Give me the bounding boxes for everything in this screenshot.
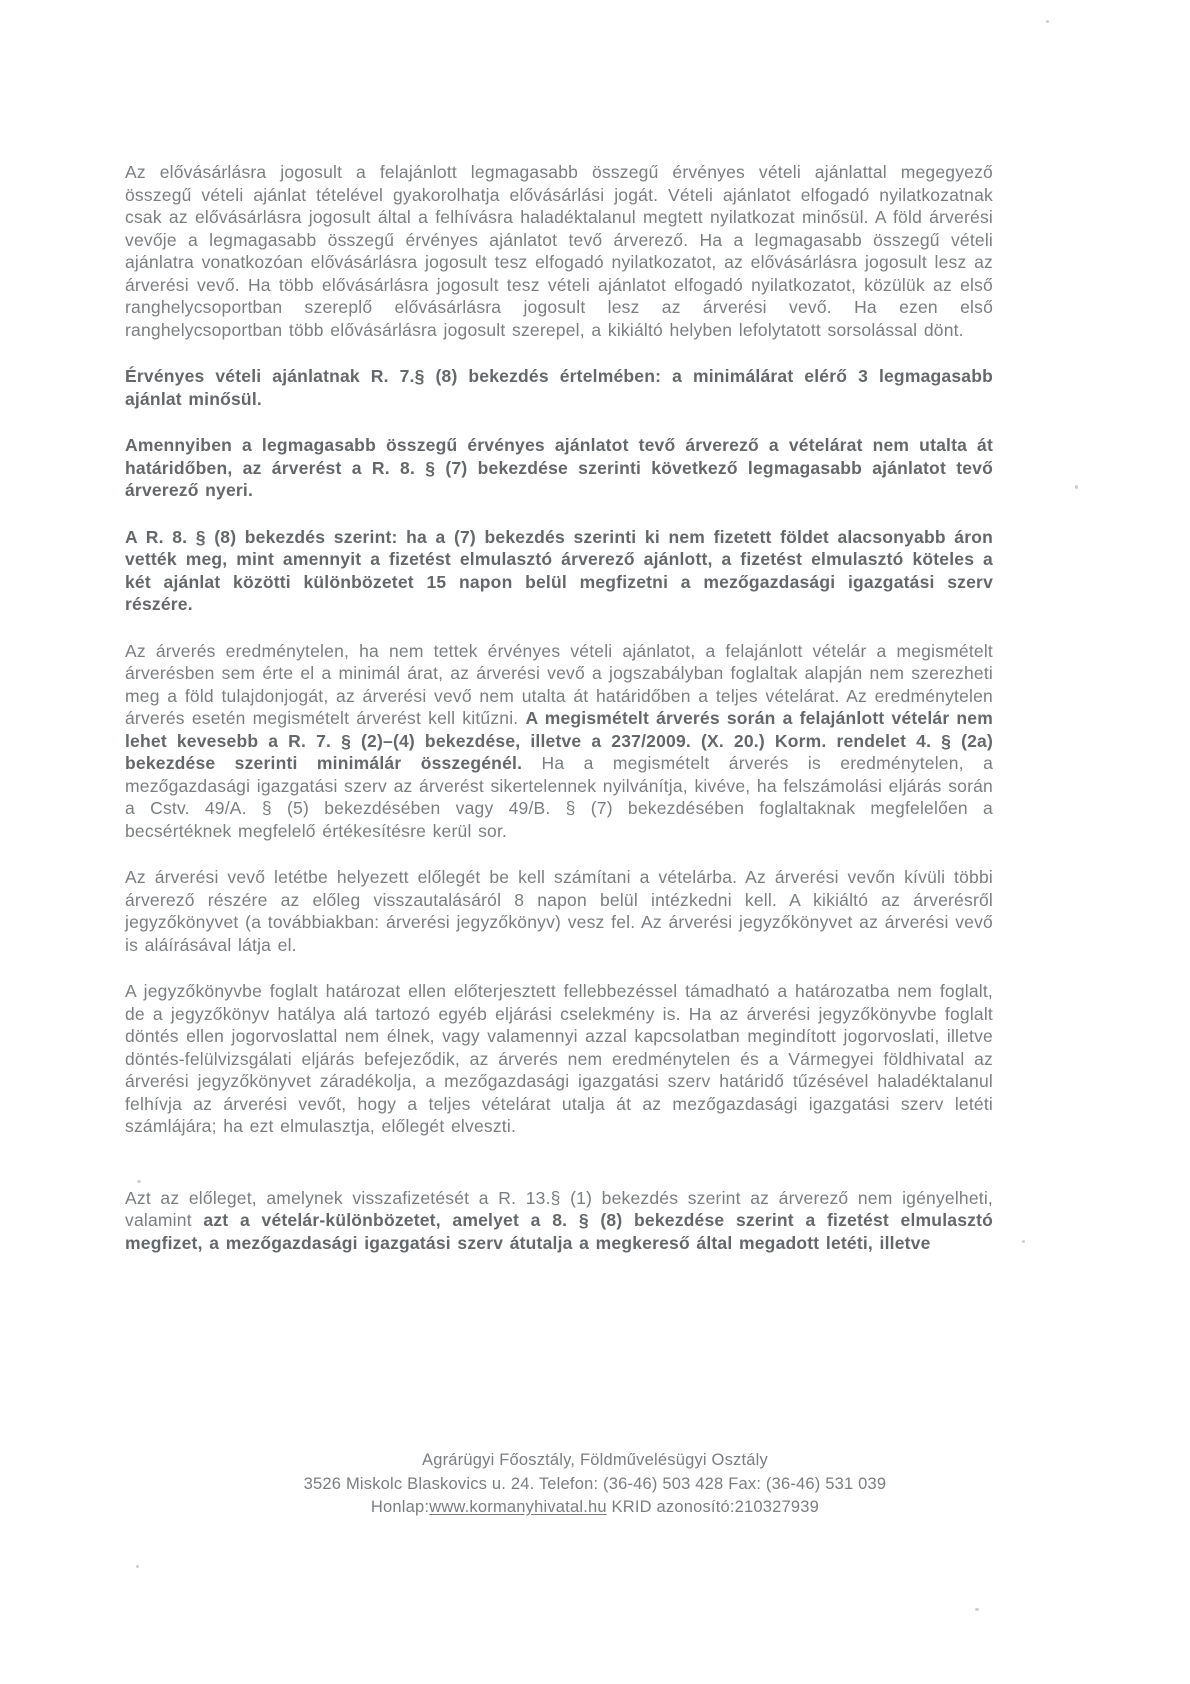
footer-address-line: 3526 Miskolc Blaskovics u. 24. Telefon: (36-46) 503 428 Fax: (36-46) 531 039 <box>303 1474 887 1493</box>
scan-speck <box>1075 485 1078 489</box>
paragraph-text-bold: A megismételt árverés során a felajánlott vételár nem lehet kevesebb a R. 7. § (2)–(4) bekezdése, illetve a 237/2009. (X. 20.) Korm. rendelet 4. § (2a) bekezdése szerinti minimálár összegénél. <box>125 708 994 773</box>
paragraph-price-difference-payment <box>125 526 993 616</box>
scan-speck <box>1046 20 1049 23</box>
paragraph-text: Az árverés eredménytelen, ha nem tettek érvényes vételi ajánlatot, a felajánlott vételár a megismételt árverésben sem érte el a minimál árat, az árverési vevő a jogszabályban foglaltak alapján nem szerezheti meg a föld tulajdonjogát, az árverési vevő nem utalta át határidőben a teljes vételárat. Az eredménytelen árverés esetén megismételt árverést kell kitűzni. <box>125 640 993 728</box>
footer-department-line: Agrárügyi Főosztály, Földművelésügyi Osztály <box>422 1451 768 1469</box>
paragraph-appeal-and-endorsement <box>125 980 993 1138</box>
paragraph-text-bold: azt a vételár-különbözetet, amelyet a 8. § (8) bekezdése szerint a fizetést elmulasztó megfizet, a mezőgazdasági igazgatási szerv átutalja a megkereső által megadott letéti, illetve <box>125 1210 993 1253</box>
footer-krid-id: KRID azonosító:210327939 <box>606 1498 820 1516</box>
paragraph-deposit-transfer <box>125 1187 993 1255</box>
footer-website-label: Honlap: <box>370 1498 430 1516</box>
scan-speck <box>136 1565 139 1568</box>
paragraph-text: Amennyiben a legmagasabb összegű érvényes ajánlatot tevő árverező a vételárat nem utalta át határidőben, az árverést a R. 8. § (7) bekezdése szerinti következő legmagasabb ajánlatot tevő árverező nyeri. <box>125 435 993 500</box>
paragraph-text: Érvényes vételi ajánlatnak R. 7.§ (8) bekezdés értelmében: a minimálárat elérő 3 legmagasabb ajánlat minősül. <box>125 366 993 409</box>
scan-speck <box>975 1608 979 1611</box>
scan-speck <box>137 1180 141 1183</box>
paragraph-deposit-and-minutes <box>125 866 993 956</box>
paragraph-unsuccessful-auction <box>125 640 993 843</box>
paragraph-text: Az elővásárlásra jogosult a felajánlott legmagasabb összegű érvényes vételi ajánlattal megegyező összegű vételi ajánlat tételével gyakorolhatja elővásárlási jogát. Vételi ajánlatot elfogadó nyilatkozatnak csak az elővásárlásra jogosult által a felhívásra haladéktalanul megtett nyilatkozat minősül. A föld árverési vevője a legmagasabb összegű érvényes ajánlatot tevő árverező. Ha a legmagasabb összegű vételi ajánlatra vonatkozóan elővásárlásra jogosult tesz elfogadó nyilatkozatot, az elővásárlásra jogosult lesz az árverési vevő. Ha több elővásárlásra jogosult tesz vételi ajánlatot elfogadó nyilatkozatot, közülük az első ranghelycsoportban szereplő elővásárlásra jogosult lesz az árverési vevő. Ha ezen első ranghelycsoportban több elővásárlásra jogosult szerepel, a kikiáltó helyben lefolytatott sorsolással dönt. <box>125 162 993 340</box>
document-body <box>125 161 993 1278</box>
paragraph-preemption-rules <box>125 161 993 341</box>
document-footer <box>0 1449 1190 1520</box>
footer-website-line <box>0 1496 1190 1520</box>
paragraph-text: A jegyzőkönyvbe foglalt határozat ellen előterjesztett fellebbezéssel támadható a határozatba nem foglalt, de a jegyzőkönyv hatálya alá tartozó egyéb eljárási cselekmény is. Ha az árverési jegyzőkönyvbe foglalt döntés ellen jogorvoslattal nem élnek, vagy valamennyi azzal kapcsolatban megindított jogorvoslati, illetve döntés-felülvizsgálati eljárás befejeződik, az árverés nem eredménytelen és a Vármegyei földhivatal az árverési jegyzőkönyvet záradékolja, a mezőgazdasági igazgatási szerv határidő tűzésével haladéktalanul felhívja az árverési vevőt, hogy a teljes vételárat utalja át az mezőgazdasági igazgatási szerv letéti számlájára; ha ezt elmulasztja, előlegét elveszti. <box>125 981 993 1136</box>
scan-speck <box>1022 1240 1025 1243</box>
paragraph-valid-offer-definition <box>125 365 993 410</box>
footer-website-link: www.kormanyhivatal.hu <box>429 1498 607 1516</box>
paragraph-text: A R. 8. § (8) bekezdés szerint: ha a (7) bekezdés szerinti ki nem fizetett földet alacsonyabb áron vették meg, mint amennyit a fizetést elmulasztó árverező ajánlott, a fizetést elmulasztó köteles a két ajánlat közötti különbözetet 15 napon belül megfizetni a mezőgazdasági igazgatási szerv részére. <box>125 526 993 614</box>
paragraph-text: Azt az előleget, amelynek visszafizetését a R. 13.§ (1) bekezdés szerint az árverező nem igényelheti, valamint <box>125 1187 993 1230</box>
paragraph-text: Ha a megismételt árverés is eredménytelen, a mezőgazdasági igazgatási szerv az árverést sikertelennek nyilvánítja, kivéve, ha felszámolási eljárás során a Cstv. 49/A. § (5) bekezdésében vagy 49/B. § (7) bekezdésében foglaltaknak megfelelően a becsértéknek megfelelő értékesítésre kerül sor. <box>125 753 994 841</box>
paragraph-unpaid-price-next-bidder <box>125 434 993 502</box>
paragraph-text: Az árverési vevő letétbe helyezett előlegét be kell számítani a vételárba. Az árverési vevőn kívüli többi árverező részére az előleg visszautalásáról 8 napon belül intézkedni kell. A kikiáltó az árverésről jegyzőkönyvet (a továbbiakban: árverési jegyzőkönyv) vesz fel. Az árverési jegyzőkönyvet az árverési vevő is aláírásával látja el. <box>125 867 993 955</box>
